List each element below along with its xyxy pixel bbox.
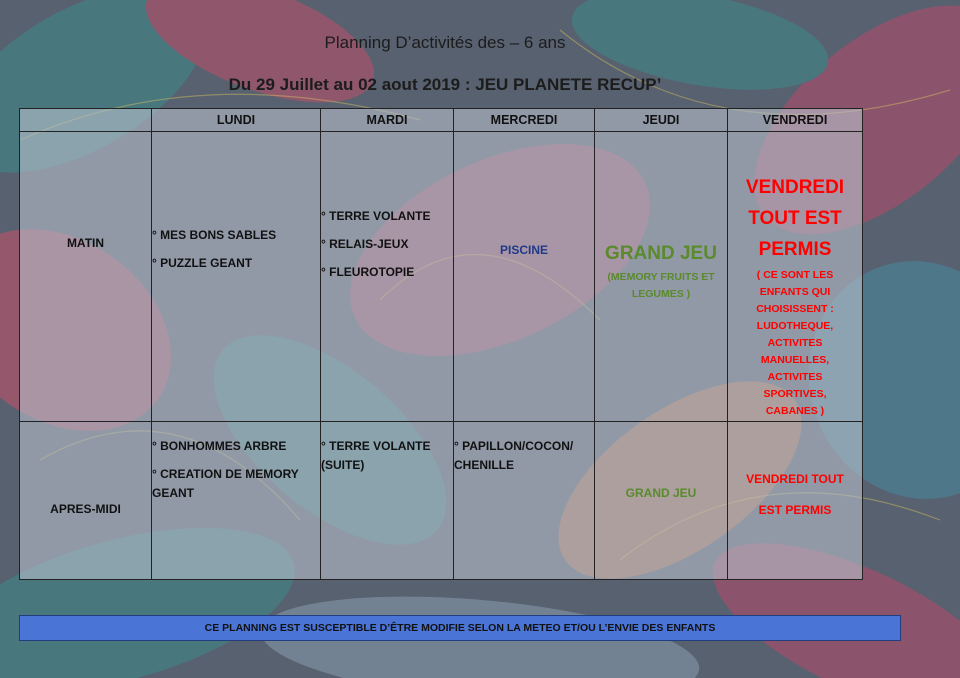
cell-mardi-afternoon: [321, 422, 454, 580]
table-row-afternoon: [20, 422, 863, 580]
row-label-afternoon: APRES-MIDI: [20, 422, 152, 580]
vendredi-note: ( CE SONT LES ENFANTS QUI CHOISISSENT : LUDOTHEQUE, ACTIVITES MANUELLES, ACTIVITES SPORTIVES, CABANES ): [756, 269, 834, 417]
cell-jeudi-afternoon: GRAND JEU: [595, 422, 728, 580]
activity-item: ° TERRE VOLANTE: [321, 209, 431, 223]
cell-vendredi-afternoon: VENDREDI TOUT EST PERMIS: [728, 422, 863, 580]
planning-disclaimer-banner: CE PLANNING EST SUSCEPTIBLE D’ÊTRE MODIFIE SELON LA METEO ET/OU L’ENVIE DES ENFANTS: [19, 615, 901, 641]
cell-jeudi-morning: [595, 132, 728, 422]
grand-jeu-title: GRAND JEU: [605, 243, 717, 264]
row-label-morning: MATIN: [20, 132, 152, 422]
grand-jeu-note: (MEMORY FRUITS ET LEGUMES ): [607, 271, 715, 300]
activity-item: ° RELAIS-JEUX: [321, 237, 409, 251]
cell-lundi-afternoon: [152, 422, 321, 580]
page-subtitle: Du 29 Juillet au 02 aout 2019 : JEU PLANETE RECUP’: [228, 75, 662, 94]
table-row-morning: [20, 132, 863, 422]
activity-item: ° CREATION DE MEMORY GEANT: [152, 467, 299, 500]
table-header-row: [20, 109, 863, 132]
cell-mercredi-morning: PISCINE: [454, 132, 595, 422]
activity-item: ° TERRE VOLANTE (SUITE): [321, 439, 431, 472]
cell-mardi-morning: [321, 132, 454, 422]
cell-vendredi-morning: [728, 132, 863, 422]
day-header-vendredi: VENDREDI: [728, 109, 863, 132]
activity-planning-table: [19, 108, 863, 580]
vendredi-title: VENDREDI TOUT EST PERMIS: [745, 177, 845, 260]
day-header-lundi: LUNDI: [152, 109, 321, 132]
page-title: Planning D’activités des – 6 ans: [324, 33, 566, 52]
activity-item: ° BONHOMMES ARBRE: [152, 439, 287, 453]
day-header-jeudi: JEUDI: [595, 109, 728, 132]
activity-item: ° PAPILLON/COCON/ CHENILLE: [454, 439, 574, 472]
day-header-mercredi: MERCREDI: [454, 109, 595, 132]
cell-mercredi-afternoon: [454, 422, 595, 580]
activity-item: ° MES BONS SABLES: [152, 228, 277, 242]
activity-item: ° FLEUROTOPIE: [321, 265, 415, 279]
cell-lundi-morning: [152, 132, 321, 422]
corner-cell: [20, 109, 152, 132]
activity-item: ° PUZZLE GEANT: [152, 256, 253, 270]
day-header-mardi: MARDI: [321, 109, 454, 132]
